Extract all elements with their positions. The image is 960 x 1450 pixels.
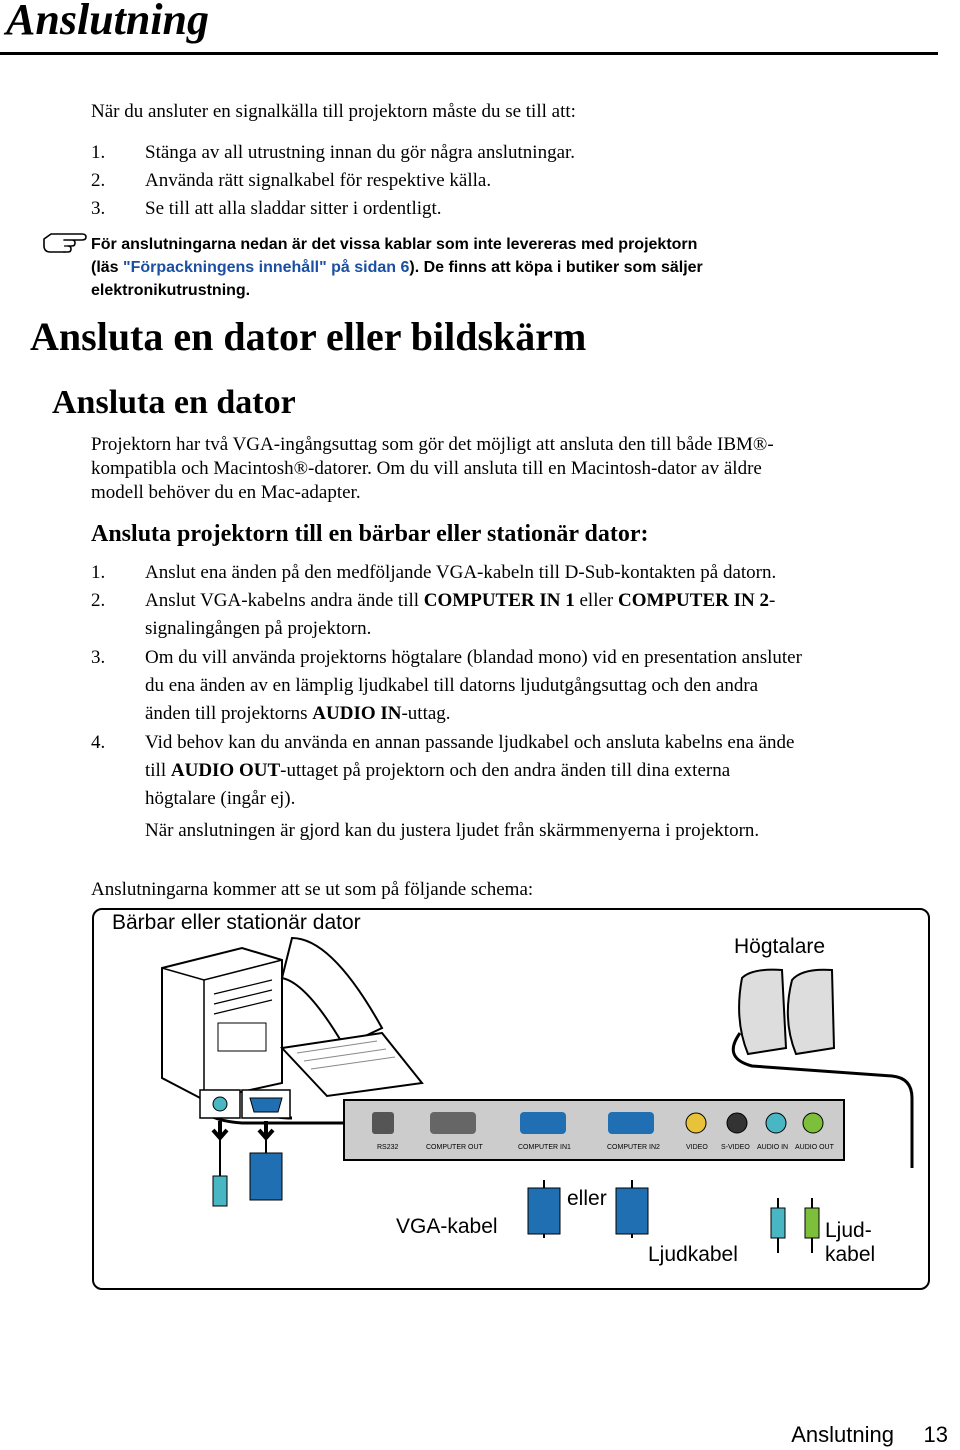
projector-panel — [344, 1100, 844, 1160]
paragraph-line: Projektorn har två VGA-ingångsuttag som gör det möjligt att ansluta den till både IBM®- — [91, 434, 774, 455]
laptop-illustration — [282, 938, 422, 1096]
procedure-title: Ansluta projektorn till en bärbar eller stationär dator: — [91, 521, 649, 547]
intro-steps — [0, 139, 960, 229]
computer-label: Bärbar eller stationär dator — [112, 911, 361, 934]
port-name: COMPUTER IN 2 — [618, 590, 769, 611]
step-number: 4. — [91, 732, 106, 753]
title-rule — [0, 52, 938, 55]
step-text: Anslut ena änden på den medföljande VGA-kabeln till D-Sub-kontakten på datorn. — [145, 562, 777, 583]
intro-lead: När du ansluter en signalkälla till projektorn måste du se till att: — [91, 101, 576, 122]
diagram-artwork — [92, 908, 930, 1290]
port-label-computer-in1: COMPUTER IN1 — [518, 1144, 571, 1151]
footer-chapter-label: Anslutning — [791, 1422, 894, 1447]
port-label-s-video: S-VIDEO — [721, 1144, 750, 1151]
port-name: AUDIO OUT — [170, 760, 281, 781]
step-text: du ena änden av en lämplig ljudkabel till datorns ljudutgångsuttag och den andra — [145, 675, 759, 696]
intro-step-text: Stänga av all utrustning innan du gör några anslutningar. — [145, 142, 576, 163]
note-box — [91, 233, 951, 302]
note-text: (läs — [91, 259, 124, 276]
intro-step-text: Använda rätt signalkabel för respektive källa. — [145, 170, 492, 191]
port-label-computer-in2: COMPUTER IN2 — [607, 1144, 660, 1151]
step-text: Om du vill använda projektorns högtalare (blandad mono) vid en presentation ansluter — [145, 647, 802, 668]
step-number: 1. — [91, 562, 106, 583]
note-line — [91, 256, 951, 279]
label-line: kabel — [825, 1243, 876, 1266]
contents-page-link[interactable]: "Förpackningens innehåll" på sidan 6 — [123, 259, 410, 276]
pointing-hand-icon — [42, 230, 88, 256]
step-text: till AUDIO OUT-uttaget på projektorn och den andra änden till dina externa — [145, 760, 731, 781]
intro-step-number: 2. — [91, 170, 106, 191]
label-line: Ljud- — [825, 1219, 872, 1242]
step-text: Anslut VGA-kabelns andra ände till COMPUTER IN 1 eller COMPUTER IN 2- — [145, 590, 776, 611]
closing-text: När anslutningen är gjord kan du justera ljudet från skärmmenyerna i projektorn. — [145, 820, 760, 841]
paragraph-line: kompatibla och Macintosh®-datorer. Om du vill ansluta till en Macintosh-dator av äldre — [91, 458, 762, 479]
chapter-title: Anslutning — [6, 0, 210, 44]
port-label-computer-out: COMPUTER OUT — [426, 1144, 483, 1151]
step-text: signalingången på projektorn. — [145, 618, 372, 639]
footer-page-number: 13 — [923, 1422, 948, 1447]
port-name: AUDIO IN — [312, 703, 402, 724]
step-text: Vid behov kan du använda en annan passande ljudkabel och ansluta kabelns ena ände — [145, 732, 795, 753]
step-number: 3. — [91, 647, 106, 668]
port-label-audio-in: AUDIO IN — [757, 1144, 789, 1151]
step-text: högtalare (ingår ej). — [145, 788, 296, 809]
subsection-title: Ansluta en dator — [52, 384, 296, 421]
intro-step-number: 1. — [91, 142, 106, 163]
audio-cable-label: Ljudkabel — [648, 1243, 738, 1266]
desktop-computer-illustration — [162, 948, 282, 1100]
intro-step-text: Se till att alla sladdar sitter i ordentligt. — [145, 198, 442, 219]
section-title: Ansluta en dator eller bildskärm — [30, 314, 587, 359]
intro-step-number: 3. — [91, 198, 106, 219]
or-label: eller — [567, 1187, 607, 1210]
computer-ports — [200, 1090, 290, 1138]
diagram-lead: Anslutningarna kommer att se ut som på följande schema: — [91, 879, 534, 900]
note-text: ). De finns att köpa i butiker som säljer — [409, 259, 703, 276]
port-name: COMPUTER IN 1 — [423, 590, 575, 611]
speakers-label: Högtalare — [734, 935, 826, 958]
port-label-rs232: RS232 — [377, 1144, 399, 1151]
note-line: elektronikutrustning. — [91, 282, 251, 299]
procedure-steps — [0, 559, 960, 849]
port-label-video: VIDEO — [686, 1144, 708, 1151]
section-paragraph — [91, 433, 774, 505]
port-label-audio-out: AUDIO OUT — [795, 1144, 834, 1151]
note-line: För anslutningarna nedan är det vissa kablar som inte levereras med projektorn — [91, 236, 698, 253]
step-text: änden till projektorns AUDIO IN-uttag. — [145, 703, 451, 724]
vga-cable-label: VGA-kabel — [396, 1215, 498, 1238]
step-number: 2. — [91, 590, 106, 611]
paragraph-line: modell behöver du en Mac-adapter. — [91, 482, 361, 503]
